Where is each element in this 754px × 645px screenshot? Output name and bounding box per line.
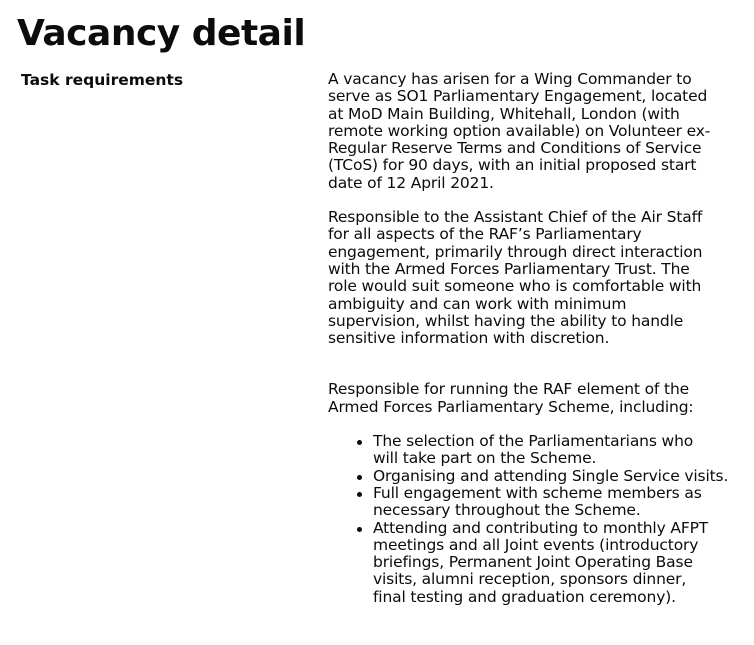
text-line: will take part on the Scheme. [373, 449, 597, 468]
text-line: final testing and graduation ceremony). [373, 587, 676, 606]
text-line: Regular Reserve Terms and Conditions of Service [328, 139, 702, 158]
text-line: (TCoS) for 90 days, with an initial proposed start [328, 156, 697, 175]
text-line: Armed Forces Parliamentary Scheme, including: [328, 397, 694, 416]
text-line: with the Armed Forces Parliamentary Trust. The [328, 259, 690, 278]
text-line: supervision, whilst having the ability to handle [328, 311, 684, 330]
text-line: visits, alumni reception, sponsors dinner, [373, 570, 687, 589]
text-line: Organising and attending Single Service visits. [373, 466, 729, 485]
text-line: serve as SO1 Parliamentary Engagement, located [328, 87, 708, 106]
text-line: for all aspects of the RAF’s Parliamentary [328, 225, 642, 244]
list-item [373, 433, 748, 468]
text-line: A vacancy has arisen for a Wing Commander to [328, 70, 692, 88]
scheme-duties-list [328, 433, 748, 606]
bullet-icon [357, 492, 362, 497]
text-line: necessary throughout the Scheme. [373, 501, 641, 520]
list-item [373, 520, 748, 606]
paragraph-scheme-intro [328, 381, 748, 416]
text-line: Full engagement with scheme members as [373, 483, 702, 502]
bullet-icon [357, 475, 362, 480]
task-requirements-label: Task requirements [21, 71, 184, 89]
paragraph-vacancy-summary [328, 71, 748, 192]
text-line: date of 12 April 2021. [328, 173, 494, 192]
bullet-icon [357, 440, 362, 445]
text-line: Responsible to the Assistant Chief of the Air Staff [328, 208, 703, 227]
text-line: remote working option available) on Volunteer ex- [328, 121, 711, 140]
text-line: sensitive information with discretion. [328, 329, 610, 348]
text-line: Responsible for running the RAF element of the [328, 380, 689, 399]
text-line: engagement, primarily through direct interaction [328, 242, 703, 261]
list-item [373, 485, 748, 520]
text-line: role would suit someone who is comfortable with [328, 277, 702, 296]
text-line: briefings, Permanent Joint Operating Base [373, 553, 693, 572]
text-line: Attending and contributing to monthly AFPT [373, 518, 709, 537]
text-line: at MoD Main Building, Whitehall, London (with [328, 104, 680, 123]
text-line: meetings and all Joint events (introductory [373, 535, 699, 554]
text-line: The selection of the Parliamentarians who [373, 432, 694, 451]
page-title: Vacancy detail [17, 13, 306, 54]
paragraph-responsibilities [328, 209, 748, 347]
list-item [373, 468, 748, 485]
task-requirements-value [328, 71, 748, 606]
bullet-icon [357, 527, 362, 532]
text-line: ambiguity and can work with minimum [328, 294, 627, 313]
